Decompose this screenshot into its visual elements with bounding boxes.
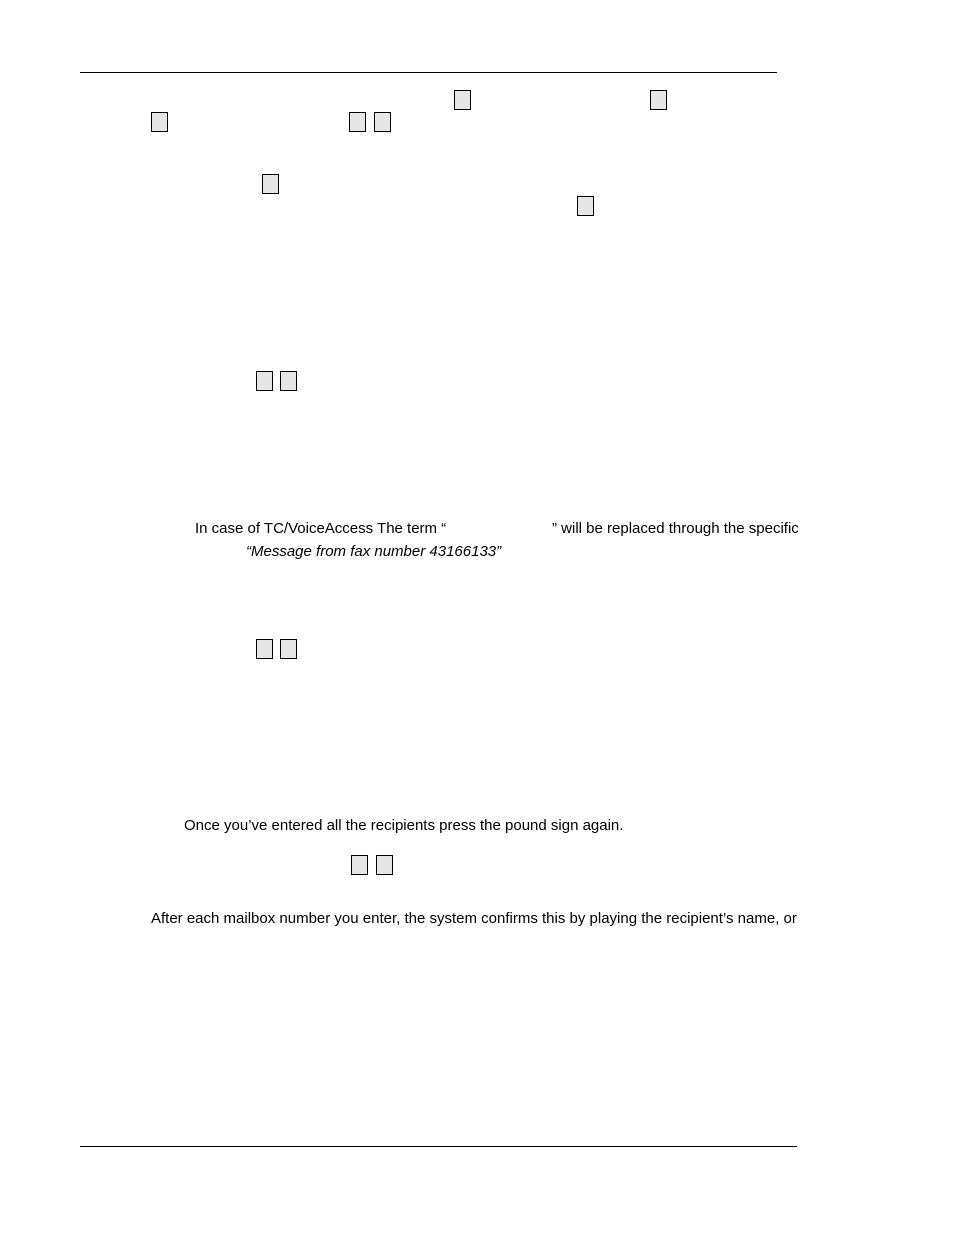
mailbox-confirm-text: After each mailbox number you enter, the system confirms this by playing the recipient’s name, or [151, 910, 797, 927]
fax-example-text: “Message from fax number 43166133” [246, 543, 502, 560]
footer-rule [80, 1146, 797, 1147]
term-note-after: ” will be replaced through the specific [552, 520, 799, 537]
keypad-key-box [376, 855, 393, 875]
keypad-key-box [650, 90, 667, 110]
term-note-before: In case of TC/VoiceAccess The term “ [195, 520, 447, 537]
recipients-done-text: Once you’ve entered all the recipients press the pound sign again. [184, 817, 624, 834]
keypad-key-box [280, 371, 297, 391]
keypad-key-box [349, 112, 366, 132]
keypad-key-box [262, 174, 279, 194]
keypad-key-box [374, 112, 391, 132]
keypad-key-box [351, 855, 368, 875]
keypad-key-box [151, 112, 168, 132]
keypad-key-box [256, 639, 273, 659]
keypad-key-box [280, 639, 297, 659]
keypad-key-box [256, 371, 273, 391]
keypad-key-box [454, 90, 471, 110]
keypad-key-box [577, 196, 594, 216]
header-rule [80, 72, 777, 73]
